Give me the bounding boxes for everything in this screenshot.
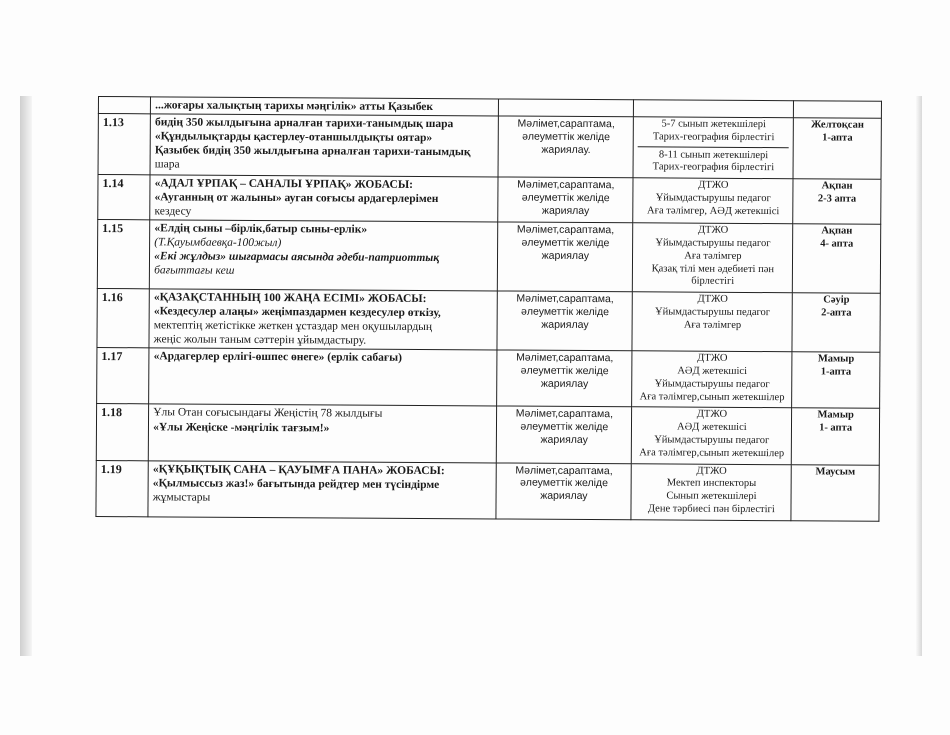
responsible-line: Аға тәлімгер, АӘД жетекшісі bbox=[647, 205, 780, 217]
responsible-group bbox=[637, 353, 788, 407]
deadline-cell bbox=[791, 464, 879, 521]
responsible-line: Дене тәрбиесі пән бірлестігі bbox=[647, 503, 775, 516]
responsible-line: АӘД жетекшісі bbox=[676, 421, 747, 434]
event-title-line: Қазыбек бидің 350 жылдығына арналған тарихи-танымдық bbox=[154, 144, 471, 159]
event-title-cell bbox=[149, 289, 497, 350]
table-row bbox=[96, 460, 879, 521]
responsible-line: Сынып жетекшілері bbox=[666, 490, 757, 503]
deadline-line: 1- апта bbox=[819, 422, 853, 434]
responsible-cell bbox=[632, 292, 792, 352]
event-title-line: жеңіс жолын таным сәттерін ұйымдастыру. bbox=[153, 333, 367, 347]
event-title-cell bbox=[148, 460, 496, 518]
responsible-group bbox=[636, 465, 787, 519]
row-number: 1.19 bbox=[96, 460, 149, 517]
completion-form-cell bbox=[499, 99, 634, 117]
completion-form-cell: Мәлімет,сараптама, әлеуметтік желіде жариялау bbox=[497, 291, 633, 351]
responsible-line: Қазақ тілі мен әдебиеті пән бірлестігі bbox=[651, 263, 775, 288]
deadline-cell bbox=[794, 101, 882, 119]
responsible-line: Ұйымдастырушы педагог bbox=[654, 434, 770, 447]
table-row bbox=[98, 175, 881, 225]
row-number: 1.15 bbox=[97, 220, 150, 289]
event-title-line: жұмыстары bbox=[152, 491, 211, 504]
responsible-cell bbox=[633, 117, 793, 179]
event-title-cell bbox=[150, 175, 498, 222]
event-title-cell bbox=[149, 220, 497, 291]
event-title-line: ...жоғары халықтың тарихы мәңгілік» атты Қазыбек bbox=[155, 99, 434, 114]
event-title-line: «ҚАЗАҚСТАННЫҢ 100 ЖАҢА ЕСІМІ» ЖОБАСЫ: bbox=[153, 291, 427, 306]
responsible-line: ДТЖО bbox=[697, 352, 728, 365]
deadline-line: 1-апта bbox=[820, 366, 852, 378]
responsible-line: Ұйымдастырушы педагог bbox=[654, 378, 770, 390]
responsible-line: Аға тәлімгер,сынып жетекшілер bbox=[639, 391, 785, 403]
event-title-line: «Ардагерлер ерлігі-өшпес өнеге» (ерлік сабағы) bbox=[153, 350, 403, 365]
responsible-cell bbox=[632, 407, 792, 464]
deadline-line: Сәуір bbox=[823, 294, 850, 306]
event-title-line: «Ұлы Жеңіске -мәңгілік тағзым!» bbox=[153, 420, 330, 434]
row-number: 1.18 bbox=[96, 404, 149, 461]
responsible-cell bbox=[634, 100, 794, 118]
responsible-group bbox=[638, 118, 789, 147]
row-number: 1.17 bbox=[97, 348, 150, 405]
completion-form-cell: Мәлімет,сараптама, әлеуметтік желіде жариялау. bbox=[498, 116, 634, 178]
event-title-line: «Ауганның от жалыны» ауган соғысы ардагерлерімен bbox=[154, 191, 439, 206]
responsible-line: ДТЖО bbox=[696, 409, 728, 421]
responsible-line: ДТЖО bbox=[698, 179, 729, 192]
event-title-cell bbox=[151, 97, 499, 116]
events-table bbox=[95, 96, 882, 522]
responsible-line: ДТЖО bbox=[697, 224, 729, 237]
responsible-group bbox=[637, 294, 788, 335]
responsible-line: ДТЖО bbox=[696, 465, 727, 477]
event-title-line: бағыттағы кеш bbox=[154, 264, 235, 278]
deadline-line: 2-апта bbox=[821, 307, 852, 319]
deadline-line: Мамыр bbox=[817, 353, 855, 365]
table-row bbox=[97, 289, 880, 353]
deadline-line: 2-3 апта bbox=[817, 193, 857, 205]
row-number: 1.14 bbox=[98, 175, 150, 220]
responsible-cell bbox=[633, 223, 793, 293]
event-title-line: кездесу bbox=[154, 205, 192, 218]
scan-shadow-right bbox=[916, 96, 922, 656]
event-title-line: мектептің жетістікке жеткен ұстаздар мен оқушылардың bbox=[153, 319, 433, 334]
deadline-line: Мамыр bbox=[817, 409, 854, 422]
responsible-group bbox=[636, 409, 787, 463]
event-title-line: (Т.Қауымбаевқа-100жыл) bbox=[154, 236, 282, 250]
event-title-line: «Екі жұлдыз» шығармасы аясында әдеби-патриоттық bbox=[154, 250, 440, 265]
responsible-cell bbox=[633, 178, 793, 224]
completion-form-cell: Мәлімет,сараптама, әлеуметтік желіде жариялау bbox=[496, 463, 632, 520]
event-title-line: «АДАЛ ҰРПАҚ – САНАЛЫ ҰРПАҚ» ЖОБАСЫ: bbox=[154, 177, 414, 192]
event-title-line: «ҚҰҚЫҚТЫҚ САНА – ҚАУЫМҒА ПАНА» ЖОБАСЫ: bbox=[152, 463, 445, 477]
deadline-cell bbox=[792, 352, 880, 409]
responsible-group bbox=[637, 225, 788, 292]
responsible-line: 5-7 сынып жетекшілері bbox=[661, 118, 766, 131]
table-row bbox=[98, 114, 881, 180]
deadline-line: Ақпан bbox=[821, 225, 853, 237]
completion-form-cell: Мәлімет,сараптама, әлеуметтік желіде жариялау bbox=[496, 406, 632, 463]
responsible-line: АӘД жетекшісі bbox=[677, 365, 748, 378]
deadline-line: Маусым bbox=[815, 466, 856, 478]
row-number: 1.16 bbox=[97, 289, 150, 348]
responsible-line: Ұйымдастырушы педагог bbox=[655, 192, 771, 205]
responsible-group bbox=[638, 146, 789, 178]
event-title-cell bbox=[148, 404, 496, 462]
responsible-line: ДТЖО bbox=[697, 293, 728, 306]
completion-form-cell: Мәлімет,сараптама, әлеуметтік желіде жариялау bbox=[498, 177, 634, 223]
completion-form-cell: Мәлімет,сараптама, әлеуметтік желіде жариялау bbox=[497, 350, 633, 407]
event-title-line: «Қылмыссыз жаз!» бағытында рейдтер мен түсіндірме bbox=[152, 477, 440, 491]
event-title-line: «Құндылықтарды қастерлеу-отаншылдықты оятар» bbox=[154, 130, 433, 145]
responsible-line: Тарих-география бірлестігі bbox=[652, 161, 775, 174]
event-title-line: бидің 350 жылдығына арналған тарихи-танымдық шара bbox=[154, 116, 454, 131]
event-title-cell bbox=[150, 114, 498, 177]
deadline-line: Ақпан bbox=[821, 180, 853, 192]
table-row bbox=[97, 348, 880, 409]
deadline-cell bbox=[793, 179, 881, 225]
responsible-group bbox=[638, 180, 789, 221]
responsible-cell bbox=[632, 351, 792, 408]
responsible-line: Ұйымдастырушы педагог bbox=[655, 237, 771, 250]
table-row bbox=[97, 220, 880, 294]
deadline-line: 1-апта bbox=[822, 132, 853, 144]
event-title-line: шара bbox=[154, 158, 180, 171]
deadline-cell bbox=[793, 118, 881, 180]
responsible-line: Аға тәлімгер,сынып жетекшілер bbox=[639, 447, 785, 460]
responsible-line: Аға тәлімгер bbox=[684, 250, 742, 262]
event-title-line: «Елдің сыны –бірлік,батыр сыны-ерлік» bbox=[154, 222, 368, 236]
event-title-line: Ұлы Отан соғысындағы Жеңістің 78 жылдығы bbox=[153, 406, 383, 421]
responsible-line: Тарих-география бірлестігі bbox=[652, 131, 775, 143]
responsible-line: Мектеп инспекторы bbox=[666, 477, 757, 490]
row-number bbox=[98, 97, 150, 114]
deadline-cell bbox=[792, 408, 880, 465]
responsible-line: 8-11 сынып жетекшілері bbox=[658, 149, 769, 161]
deadline-cell bbox=[792, 293, 880, 353]
deadline-line: 4- апта bbox=[820, 238, 854, 250]
completion-form-cell: Мәлімет,сараптама, әлеуметтік желіде жариялау bbox=[497, 222, 633, 292]
events-table-body bbox=[96, 97, 882, 522]
responsible-cell bbox=[631, 463, 791, 520]
responsible-line: Ұйымдастырушы педагог bbox=[654, 306, 771, 319]
event-title-line: «Кездесулер алаңы» жеңімпаздармен кездесулер өткізу, bbox=[153, 305, 441, 320]
deadline-line: Желтоқсан bbox=[811, 119, 864, 131]
row-number: 1.13 bbox=[98, 114, 151, 176]
responsible-line: Аға тәлімгер bbox=[683, 319, 742, 331]
scan-shadow-left bbox=[20, 96, 32, 656]
deadline-cell bbox=[793, 224, 881, 294]
table-row bbox=[96, 404, 879, 465]
event-title-cell bbox=[149, 348, 497, 406]
